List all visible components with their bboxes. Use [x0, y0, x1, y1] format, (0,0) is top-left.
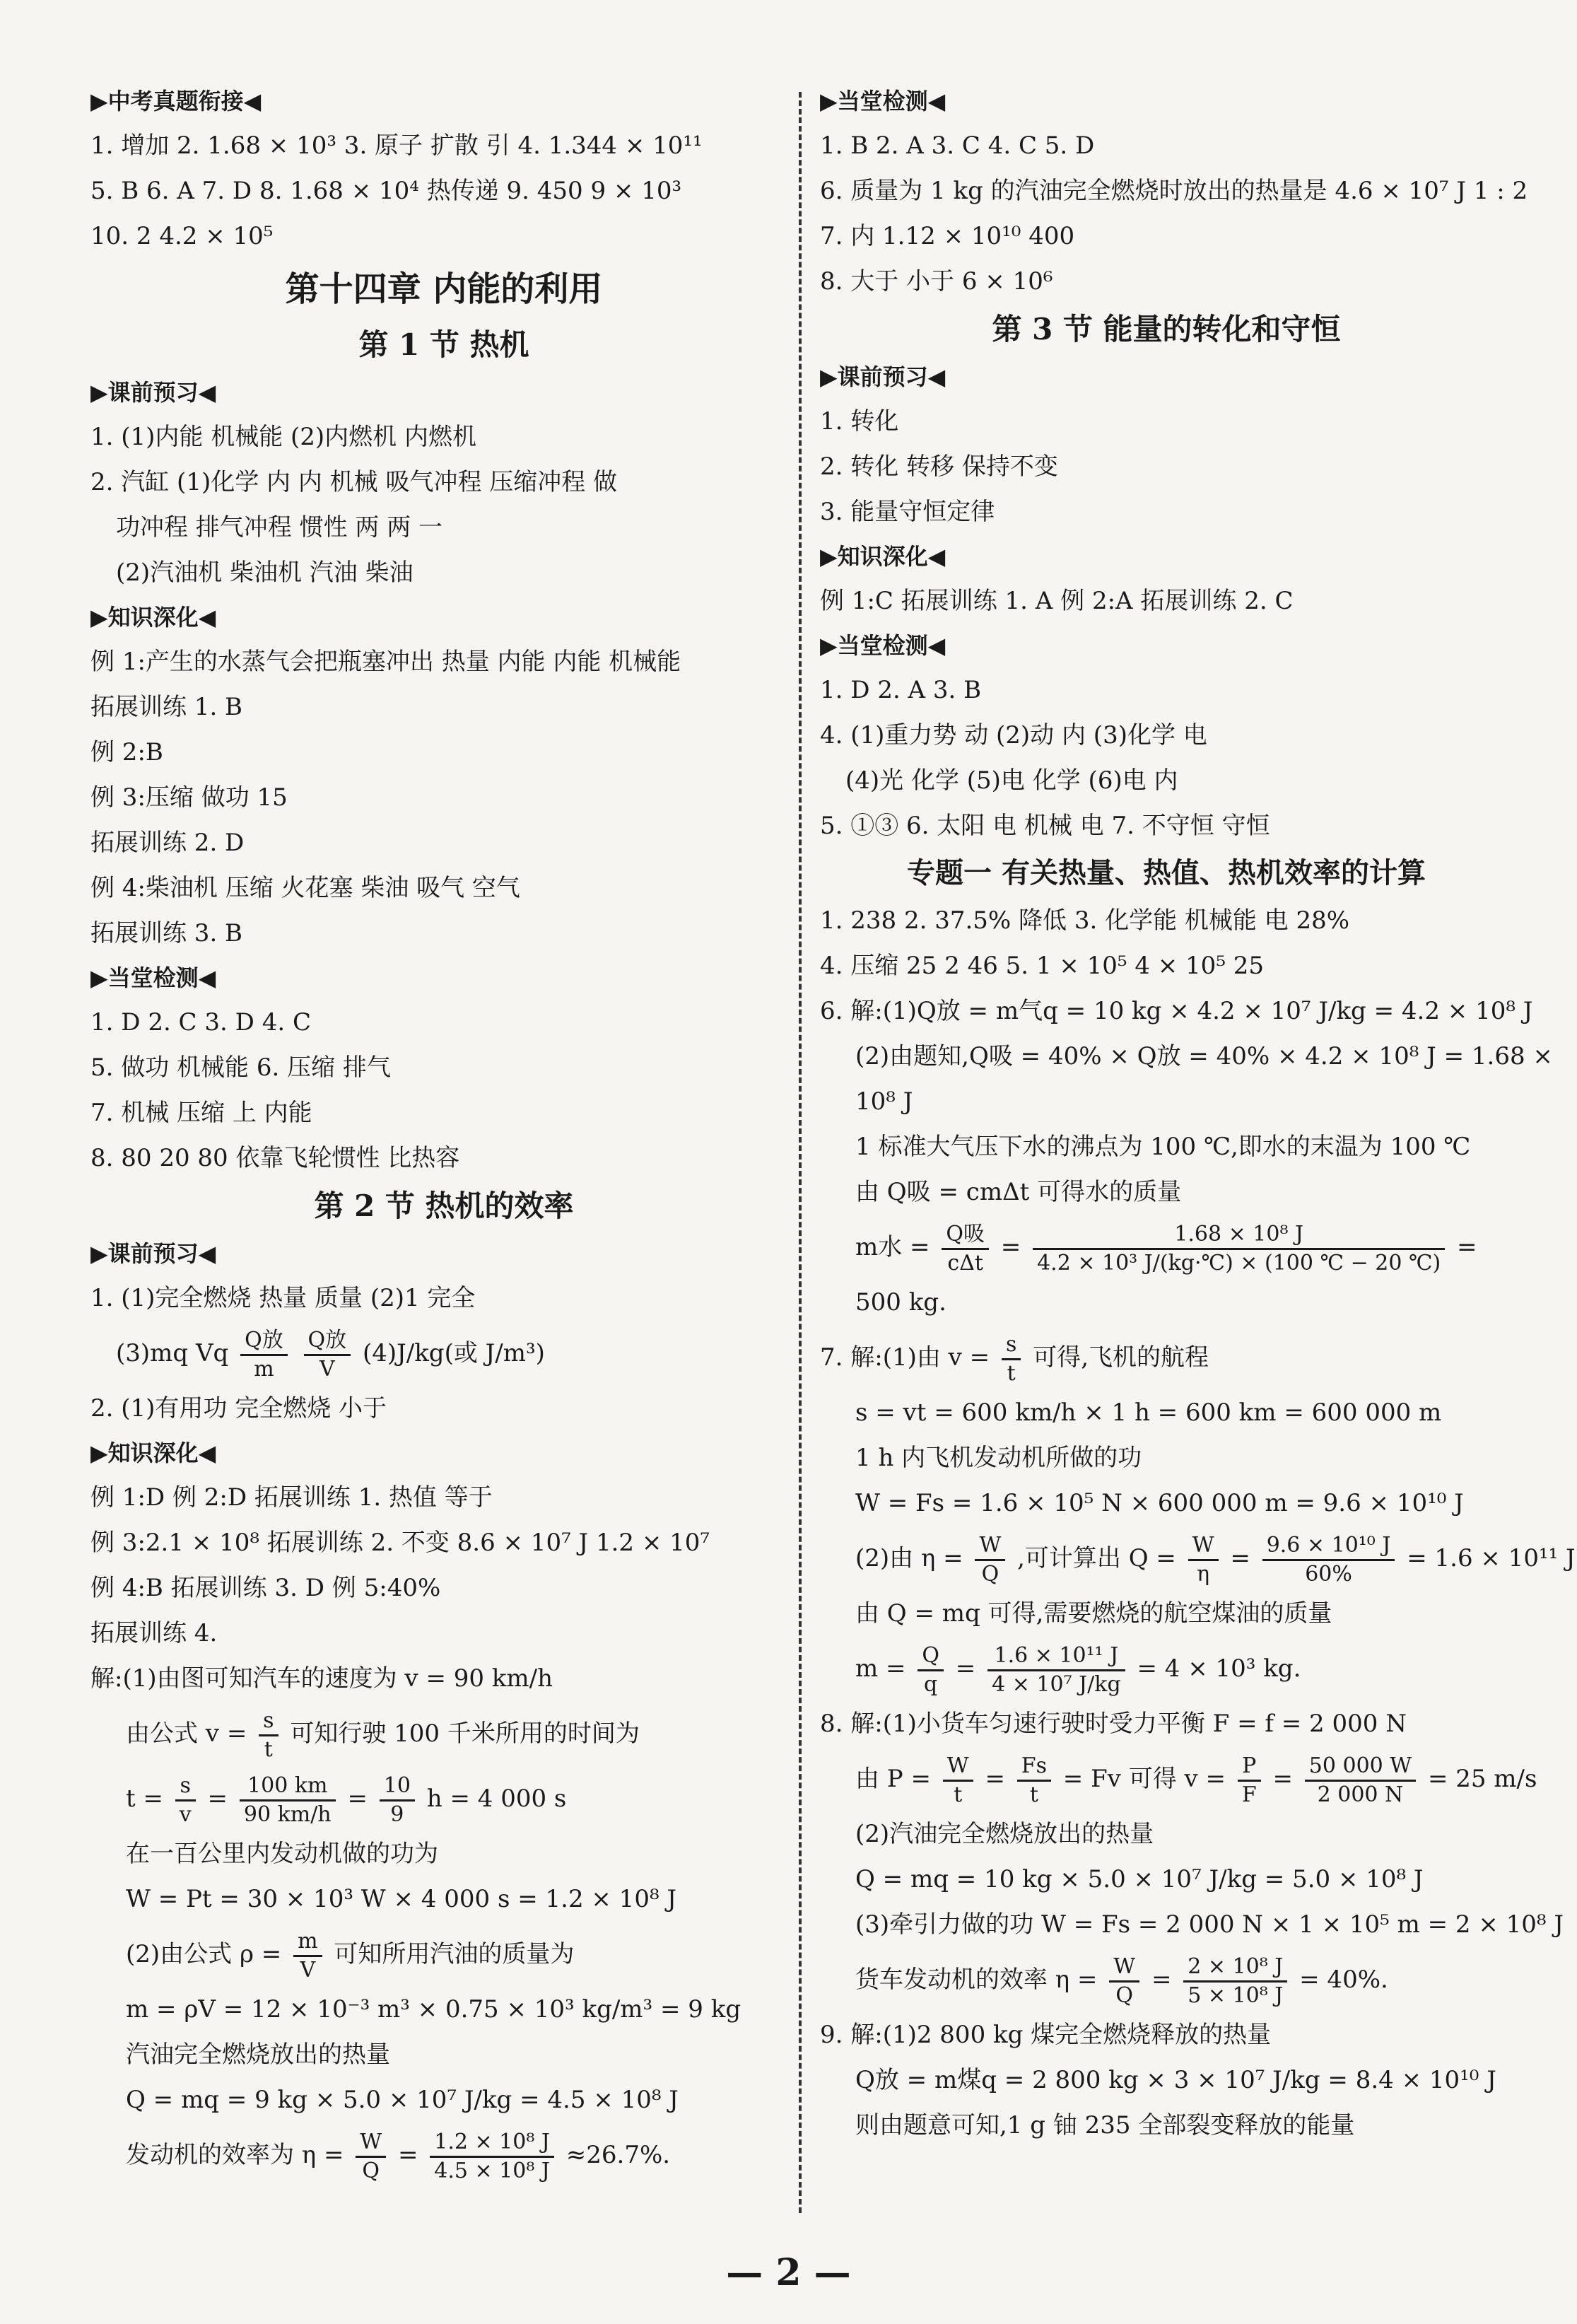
- solution-line: 在一百公里内发动机做的功为: [126, 1840, 438, 1868]
- fraction: [240, 1773, 336, 1828]
- answer-line: 1. 转化: [820, 407, 899, 436]
- solution-line: 则由题意可知,1 g 铀 235 全部裂变释放的能量: [855, 2111, 1355, 2139]
- text: =: [1272, 1765, 1293, 1793]
- numerator: 50 000 W: [1305, 1753, 1416, 1782]
- denominator: V: [300, 1957, 316, 1983]
- fraction: [987, 1642, 1125, 1698]
- denominator: 90 km/h: [243, 1802, 332, 1827]
- formula-line: [90, 1701, 797, 1766]
- numerator: s: [259, 1707, 278, 1736]
- fraction: [1002, 1331, 1021, 1387]
- fraction: [240, 1327, 288, 1383]
- numerator: W: [1109, 1954, 1139, 1983]
- formula-line: [90, 1321, 797, 1386]
- answer-line: 6. 质量为 1 kg 的汽油完全燃烧时放出的热量是 4.6 × 10⁷ J 1 : 2: [820, 177, 1528, 205]
- chapter-title: 第十四章 内能的利用: [285, 269, 603, 309]
- text: 货车发动机的效率 η =: [855, 1966, 1098, 1994]
- solution-line: 由 Q = mq 可得,需要燃烧的航空煤油的质量: [855, 1599, 1332, 1628]
- text: =: [347, 1785, 368, 1813]
- answer-line: 1. D 2. C 3. D 4. C: [90, 1008, 311, 1037]
- section-header: ▶知识深化◀: [820, 543, 946, 570]
- text: t =: [126, 1785, 163, 1813]
- text: ,可计算出 Q =: [1017, 1544, 1176, 1572]
- fraction: [430, 2129, 554, 2185]
- answer-line: (4)光 化学 (5)电 化学 (6)电 内: [845, 766, 1178, 795]
- answer-line: 7. 内 1.12 × 10¹⁰ 400: [820, 222, 1075, 250]
- fraction: [975, 1532, 1005, 1588]
- text: =: [1230, 1544, 1250, 1572]
- answer-line: 3. 能量守恒定律: [820, 498, 995, 526]
- fraction: [943, 1753, 973, 1809]
- solution-line: 解:(1)由图可知汽车的速度为 v = 90 km/h: [90, 1664, 553, 1693]
- text: h = 4 000 s: [426, 1785, 567, 1813]
- text: (4)J/kg(或 J/m³): [362, 1339, 545, 1367]
- text: =: [397, 2141, 418, 2169]
- text: = 40%.: [1299, 1966, 1388, 1994]
- numerator: P: [1238, 1753, 1261, 1782]
- solution-line: 6. 解:(1)Q放 = m气q = 10 kg × 4.2 × 10⁷ J/kg = 4.2 × 10⁸ J: [820, 997, 1533, 1025]
- answer-line: 1. (1)内能 机械能 (2)内燃机 内燃机: [90, 423, 476, 451]
- fraction: [1033, 1221, 1445, 1277]
- formula-line: [820, 1526, 1576, 1591]
- fraction: [1262, 1532, 1395, 1588]
- formula-line: [820, 1636, 1513, 1701]
- fraction: [293, 1928, 322, 1984]
- answer-line: 拓展训练 2. D: [90, 829, 245, 857]
- numerator: 9.6 × 10¹⁰ J: [1262, 1532, 1395, 1561]
- formula-line: [820, 1947, 1513, 2012]
- answer-line: 拓展训练 1. B: [90, 693, 243, 721]
- answer-line: 拓展训练 3. B: [90, 919, 243, 947]
- text: 可得,飞机的航程: [1033, 1343, 1209, 1372]
- fraction: [1238, 1753, 1261, 1809]
- text: =: [1151, 1966, 1172, 1994]
- answer-line: 1. (1)完全燃烧 热量 质量 (2)1 完全: [90, 1284, 476, 1312]
- numerator: W: [356, 2129, 386, 2158]
- section-header: ▶课前预习◀: [90, 1240, 216, 1267]
- text: 可知行驶 100 千米所用的时间为: [290, 1719, 640, 1748]
- text: 7. 解:(1)由 v =: [820, 1343, 990, 1372]
- answer-line: 7. 机械 压缩 上 内能: [90, 1099, 312, 1127]
- numerator: 100 km: [240, 1773, 336, 1802]
- denominator: F: [1241, 1782, 1257, 1807]
- section-header: ▶当堂检测◀: [820, 632, 946, 659]
- denominator: 4 × 10⁷ J/kg: [992, 1671, 1121, 1697]
- section-header: ▶当堂检测◀: [820, 88, 946, 115]
- fraction: [1183, 1954, 1287, 2009]
- answer-line: (2)汽油机 柴油机 汽油 柴油: [116, 559, 414, 587]
- section-header: ▶知识深化◀: [90, 1440, 216, 1466]
- answer-line: 2. 汽缸 (1)化学 内 内 机械 吸气冲程 压缩冲程 做: [90, 468, 618, 496]
- numerator: m: [293, 1928, 322, 1957]
- solution-line: W = Pt = 30 × 10³ W × 4 000 s = 1.2 × 10⁸ J: [126, 1885, 677, 1913]
- numerator: Q放: [240, 1327, 288, 1356]
- formula-line: [820, 1215, 1513, 1280]
- text: 由 P =: [855, 1765, 931, 1793]
- text: =: [955, 1654, 976, 1683]
- text: =: [985, 1765, 1005, 1793]
- denominator: 5 × 10⁸ J: [1188, 1983, 1284, 2008]
- answer-line: 2. 转化 转移 保持不变: [820, 452, 1058, 481]
- section-title: 第 3 节 能量的转化和守恒: [992, 312, 1341, 346]
- numerator: s: [1002, 1331, 1021, 1360]
- text: =: [207, 1785, 228, 1813]
- section-header: ▶当堂检测◀: [90, 964, 216, 991]
- answer-line: 4. 压缩 25 2 46 5. 1 × 10⁵ 4 × 10⁵ 25: [820, 952, 1265, 980]
- answer-line: 5. B 6. A 7. D 8. 1.68 × 10⁴ 热传递 9. 450 9 × 10³: [90, 177, 682, 205]
- solution-line: 8. 解:(1)小货车匀速行驶时受力平衡 F = f = 2 000 N: [820, 1710, 1407, 1738]
- solution-line: (2)由题知,Q吸 = 40% × Q放 = 40% × 4.2 × 10⁸ J = 1.68 ×: [855, 1042, 1553, 1070]
- solution-line: Q = mq = 10 kg × 5.0 × 10⁷ J/kg = 5.0 × 10⁸ J: [855, 1865, 1424, 1893]
- denominator: Q: [1115, 1983, 1134, 2008]
- text: (3)mq Vq: [116, 1339, 229, 1367]
- section-header: ▶中考真题衔接◀: [90, 88, 262, 115]
- numerator: Q吸: [942, 1221, 989, 1250]
- fraction: [1109, 1954, 1139, 2009]
- fraction: [1188, 1532, 1219, 1588]
- denominator: 2 000 N: [1317, 1782, 1404, 1807]
- section-title: 第 1 节 热机: [358, 327, 529, 362]
- section-title: 第 2 节 热机的效率: [314, 1189, 574, 1223]
- denominator: 9: [390, 1802, 404, 1827]
- text: =: [1000, 1233, 1021, 1261]
- answer-line: 例 1:D 例 2:D 拓展训练 1. 热值 等于: [90, 1483, 493, 1512]
- text: = 1.6 × 10¹¹ J: [1407, 1544, 1576, 1572]
- formula-line: [90, 1766, 797, 1831]
- solution-line: 1 标准大气压下水的沸点为 100 ℃,即水的末温为 100 ℃: [855, 1133, 1471, 1161]
- text: = 25 m/s: [1427, 1765, 1537, 1793]
- page-number: — 2 —: [726, 2251, 851, 2294]
- section-header: ▶课前预习◀: [90, 379, 216, 406]
- right-column: [820, 79, 1576, 2148]
- fraction: [304, 1327, 351, 1383]
- fraction: [942, 1221, 989, 1277]
- numerator: 1.68 × 10⁸ J: [1033, 1221, 1445, 1250]
- solution-line: W = Fs = 1.6 × 10⁵ N × 600 000 m = 9.6 × 10¹⁰ J: [855, 1489, 1464, 1517]
- text: 由公式 v =: [126, 1719, 247, 1748]
- text: (2)由公式 ρ =: [126, 1940, 282, 1968]
- denominator: t: [1007, 1360, 1016, 1386]
- answer-line: 1. 增加 2. 1.68 × 10³ 3. 原子 扩散 引 4. 1.344 × 10¹¹: [90, 132, 703, 160]
- answer-line: 2. (1)有用功 完全燃烧 小于: [90, 1394, 387, 1423]
- numerator: W: [943, 1753, 973, 1782]
- section-header: ▶课前预习◀: [820, 363, 946, 390]
- formula-line: [820, 1325, 1513, 1390]
- formula-line: [820, 1746, 1537, 1811]
- answer-line: 1. 238 2. 37.5% 降低 3. 化学能 机械能 电 28%: [820, 906, 1350, 935]
- denominator: m: [254, 1356, 274, 1382]
- denominator: 60%: [1305, 1561, 1352, 1587]
- answer-line: 例 1:产生的水蒸气会把瓶塞冲出 热量 内能 内能 机械能: [90, 648, 681, 676]
- answer-line: 拓展训练 4.: [90, 1619, 218, 1647]
- fraction: [1017, 1753, 1051, 1809]
- solution-line: 10⁸ J: [855, 1087, 913, 1116]
- denominator: 4.2 × 10³ J/(kg·℃) × (100 ℃ − 20 ℃): [1037, 1250, 1441, 1275]
- answer-line: 例 1:C 拓展训练 1. A 例 2:A 拓展训练 2. C: [820, 587, 1294, 615]
- text: (2)由 η =: [855, 1544, 963, 1572]
- answer-line: 功冲程 排气冲程 惯性 两 两 一: [116, 513, 443, 542]
- answer-line: 8. 80 20 80 依靠飞轮惯性 比热容: [90, 1144, 460, 1172]
- left-column: [90, 79, 797, 2188]
- solution-line: m = ρV = 12 × 10⁻³ m³ × 0.75 × 10³ kg/m³ = 9 kg: [126, 1995, 741, 2024]
- answer-line: 例 2:B: [90, 738, 163, 766]
- formula-line: [90, 2122, 797, 2188]
- text: 可知所用汽油的质量为: [334, 1940, 575, 1968]
- solution-line: s = vt = 600 km/h × 1 h = 600 km = 600 000 m: [855, 1399, 1442, 1427]
- numerator: 1.6 × 10¹¹ J: [987, 1642, 1125, 1671]
- text: = 4 × 10³ kg.: [1137, 1654, 1301, 1683]
- formula-line: [90, 1922, 797, 1987]
- numerator: s: [175, 1773, 196, 1802]
- solution-line: 由 Q吸 = cmΔt 可得水的质量: [855, 1178, 1182, 1206]
- denominator: v: [179, 1802, 192, 1827]
- answer-line: 例 3:2.1 × 10⁸ 拓展训练 2. 不变 8.6 × 10⁷ J 1.2 × 10⁷: [90, 1529, 710, 1557]
- answer-line: 5. ①③ 6. 太阳 电 机械 电 7. 不守恒 守恒: [820, 812, 1270, 840]
- denominator: V: [319, 1356, 335, 1382]
- denominator: Q: [362, 2158, 380, 2183]
- section-header: ▶知识深化◀: [90, 604, 216, 631]
- text: ≈26.7%.: [565, 2141, 671, 2169]
- answer-line: 例 4:B 拓展训练 3. D 例 5:40%: [90, 1574, 441, 1602]
- answer-line: 10. 2 4.2 × 10⁵: [90, 222, 274, 250]
- answer-line: 1. D 2. A 3. B: [820, 676, 982, 704]
- column-divider: [799, 92, 802, 2213]
- numerator: Q: [918, 1642, 944, 1671]
- numerator: W: [975, 1532, 1005, 1561]
- text: m =: [855, 1654, 906, 1683]
- answer-line: 8. 大于 小于 6 × 10⁶: [820, 267, 1053, 296]
- denominator: t: [264, 1736, 273, 1762]
- denominator: Q: [981, 1561, 999, 1587]
- solution-line: (3)牵引力做的功 W = Fs = 2 000 N × 1 × 10⁵ m = 2 × 10⁸ J: [855, 1910, 1564, 1939]
- solution-line: 汽油完全燃烧放出的热量: [126, 2040, 390, 2069]
- text: =: [1457, 1233, 1477, 1261]
- fraction: [259, 1707, 278, 1763]
- fraction: [918, 1642, 944, 1698]
- fraction: [380, 1773, 415, 1828]
- numerator: Fs: [1017, 1753, 1051, 1782]
- solution-line: Q = mq = 9 kg × 5.0 × 10⁷ J/kg = 4.5 × 10⁸ J: [126, 2086, 679, 2114]
- fraction: [175, 1773, 196, 1828]
- solution-line: 9. 解:(1)2 800 kg 煤完全燃烧释放的热量: [820, 2021, 1272, 2049]
- denominator: q: [924, 1671, 938, 1697]
- solution-line: 1 h 内飞机发动机所做的功: [855, 1444, 1142, 1472]
- numerator: 10: [380, 1773, 415, 1802]
- text: m水 =: [855, 1233, 930, 1261]
- denominator: η: [1197, 1561, 1210, 1587]
- solution-line: (2)汽油完全燃烧放出的热量: [855, 1820, 1154, 1848]
- denominator: t: [1029, 1782, 1038, 1807]
- numerator: 1.2 × 10⁸ J: [430, 2129, 554, 2158]
- solution-line: Q放 = m煤q = 2 800 kg × 3 × 10⁷ J/kg = 8.4 × 10¹⁰ J: [855, 2066, 1496, 2094]
- solution-line: 500 kg.: [855, 1288, 946, 1316]
- answer-line: 例 3:压缩 做功 15: [90, 783, 288, 812]
- answer-line: 5. 做功 机械能 6. 压缩 排气: [90, 1053, 391, 1082]
- answer-line: 例 4:柴油机 压缩 火花塞 柴油 吸气 空气: [90, 874, 520, 902]
- numerator: 2 × 10⁸ J: [1183, 1954, 1287, 1983]
- text: 发动机的效率为 η =: [126, 2141, 344, 2169]
- denominator: t: [954, 1782, 963, 1807]
- answer-line: 1. B 2. A 3. C 4. C 5. D: [820, 132, 1095, 160]
- fraction: [356, 2129, 386, 2185]
- text: = Fv 可得 v =: [1062, 1765, 1226, 1793]
- answer-line: 4. (1)重力势 动 (2)动 内 (3)化学 电: [820, 721, 1207, 749]
- topic-title: 专题一 有关热量、热值、热机效率的计算: [907, 856, 1426, 889]
- denominator: 4.5 × 10⁸ J: [434, 2158, 550, 2183]
- fraction: [1305, 1753, 1416, 1809]
- denominator: cΔt: [947, 1250, 983, 1275]
- numerator: W: [1188, 1532, 1219, 1561]
- numerator: Q放: [304, 1327, 351, 1356]
